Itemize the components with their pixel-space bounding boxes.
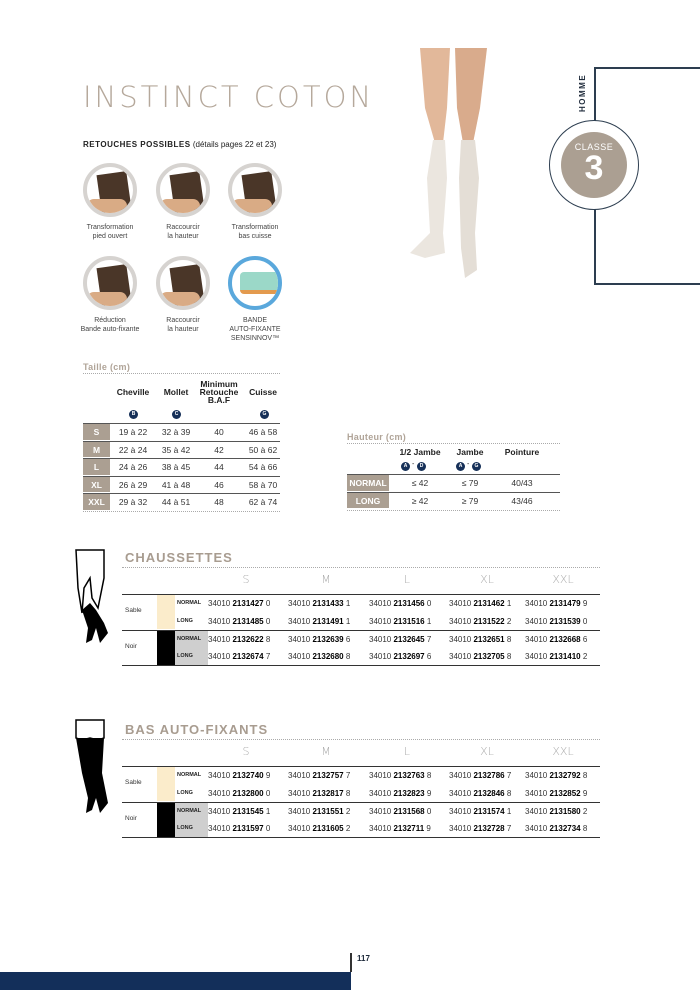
classe-number: 3: [584, 149, 604, 187]
measure-badge-g: G: [260, 410, 269, 419]
ean-check: 0: [424, 806, 432, 816]
size-header: L: [403, 573, 411, 586]
col-mollet: Mollet: [163, 387, 189, 397]
color-name: Noir: [125, 814, 137, 822]
ean-check: 0: [263, 599, 271, 608]
shorten-icon: [156, 256, 210, 310]
ean-product: 2131522: [473, 616, 505, 626]
height-cell: ≥ 42: [411, 495, 429, 506]
ean-code: [449, 820, 511, 838]
size-label: XXL: [83, 494, 110, 511]
size-table: [83, 362, 280, 374]
color-name: Sable: [125, 607, 142, 614]
size-row: [83, 493, 280, 511]
ean-code: [288, 595, 350, 613]
ean-code: [369, 785, 431, 803]
ean-product: 2132680: [312, 652, 344, 661]
height-table: [347, 432, 560, 444]
stockings-pictogram: [74, 718, 114, 818]
size-label: S: [83, 424, 110, 441]
ean-prefix: 34010: [208, 824, 233, 833]
retouche-item: [147, 163, 219, 241]
ean-code: [208, 613, 270, 631]
size-label: M: [83, 442, 110, 459]
ean-code: [288, 648, 350, 666]
ean-code: [288, 803, 350, 821]
ean-prefix: 34010: [449, 771, 474, 780]
ean-product: 2131574: [473, 806, 505, 816]
ean-product: 2132800: [232, 788, 264, 798]
ean-product: 2131605: [312, 824, 344, 833]
length-type: NORMAL: [175, 595, 208, 613]
retouche-label-2: la hauteur: [167, 326, 199, 333]
ean-product: 2131539: [549, 616, 581, 626]
measure-badge-g: G: [472, 462, 481, 471]
ean-check: 8: [580, 771, 588, 780]
ean-code: [288, 820, 350, 838]
ean-code: [288, 613, 350, 631]
band-reduction-icon: [83, 256, 137, 310]
size-cell: 41 à 48: [161, 479, 191, 490]
ean-code: [525, 803, 587, 821]
page-number: 117: [357, 954, 370, 963]
size-cell: 46 à 58: [248, 427, 278, 437]
ean-check: 9: [424, 824, 431, 833]
ean-product: 2132728: [473, 824, 505, 833]
retouche-label-1: Transformation: [86, 224, 134, 231]
ean-product: 2132711: [393, 824, 425, 833]
size-cell: 24 à 26: [118, 462, 148, 473]
ean-check: 8: [343, 788, 351, 798]
ean-prefix: 34010: [208, 788, 233, 798]
ean-product: 2132763: [393, 771, 425, 780]
ean-code: [208, 820, 270, 838]
height-row: [347, 474, 560, 492]
retouche-item: [219, 163, 291, 241]
ean-prefix: 34010: [288, 634, 313, 644]
ean-code: [449, 595, 511, 613]
ean-product: 2131456: [393, 599, 425, 608]
size-header: M: [321, 573, 331, 586]
ean-prefix: 34010: [449, 824, 474, 833]
ean-prefix: 34010: [208, 771, 233, 780]
self-fixing-band-icon: [228, 256, 282, 310]
ean-code: [208, 648, 270, 666]
ean-check: 1: [504, 599, 512, 608]
ean-prefix: 34010: [288, 616, 313, 626]
ean-check: 8: [263, 634, 271, 644]
ean-product: 2131433: [312, 599, 344, 608]
ean-code: [449, 648, 511, 666]
size-cell: 42: [214, 444, 224, 455]
measure-badge-c: C: [172, 410, 181, 419]
ean-prefix: 34010: [288, 652, 313, 661]
size-label: L: [83, 459, 110, 476]
ean-code: [449, 767, 511, 785]
ean-prefix: 34010: [449, 599, 474, 608]
ean-prefix: 34010: [449, 634, 474, 644]
ean-prefix: 34010: [208, 599, 233, 608]
ean-product: 2132734: [549, 824, 581, 833]
ean-code: [208, 767, 270, 785]
size-cell: 44 à 51: [161, 497, 191, 508]
retouche-label-2: la hauteur: [167, 233, 199, 240]
height-cell: 40/43: [511, 478, 533, 488]
ean-check: 9: [263, 771, 271, 780]
size-row: [83, 423, 280, 441]
thigh-stocking-icon: [228, 163, 282, 217]
length-type: NORMAL: [175, 631, 208, 649]
length-type: LONG: [175, 820, 208, 838]
size-row: [83, 476, 280, 494]
color-swatch: [157, 595, 175, 629]
col-min-retouche: Minimum Retouche B.A.F: [199, 379, 239, 405]
color-swatch: [157, 631, 175, 665]
height-label: LONG: [347, 493, 389, 510]
badge-separator: -: [467, 461, 470, 468]
size-cell: 54 à 66: [248, 462, 278, 473]
ean-product: 2131479: [549, 599, 581, 608]
ean-code: [369, 803, 431, 821]
size-row: [83, 441, 280, 459]
size-header: S: [242, 573, 250, 586]
height-cell: 43/46: [511, 495, 533, 506]
ean-check: 1: [343, 599, 351, 608]
size-cell: 29 à 32: [118, 497, 148, 508]
retouche-label-1: Réduction: [94, 317, 126, 324]
size-cell: 35 à 42: [161, 444, 191, 455]
height-cell: ≤ 79: [461, 478, 479, 488]
ean-check: 9: [424, 788, 432, 798]
size-label: XL: [83, 477, 110, 494]
measure-badge-b: B: [129, 410, 138, 419]
ean-code: [449, 613, 511, 631]
ean-product: 2132852: [549, 788, 581, 798]
ean-prefix: 34010: [369, 771, 394, 780]
ean-prefix: 34010: [288, 771, 313, 780]
product-photo-legs: [395, 48, 510, 288]
ean-prefix: 34010: [449, 806, 474, 816]
ean-check: 8: [580, 824, 588, 833]
ean-prefix: 34010: [369, 634, 394, 644]
retouches-label: [83, 140, 276, 149]
retouches-heading: RETOUCHES POSSIBLES: [83, 140, 191, 149]
ean-prefix: 34010: [208, 652, 233, 661]
ean-code: [449, 803, 511, 821]
ean-check: 9: [580, 599, 588, 608]
ean-product: 2132740: [232, 771, 264, 780]
size-cell: 19 à 22: [118, 427, 148, 437]
ean-product: 2131485: [232, 616, 264, 626]
height-table-title: Hauteur (cm): [347, 432, 407, 442]
ean-check: 2: [580, 652, 588, 661]
ean-product: 2132705: [473, 652, 505, 661]
ean-prefix: 34010: [449, 652, 474, 661]
ean-product: 2132786: [473, 771, 505, 780]
size-header: M: [321, 745, 331, 758]
col-cuisse: Cuisse: [249, 387, 277, 397]
ean-check: 7: [424, 634, 432, 644]
ean-check: 8: [424, 771, 432, 780]
retouche-label-1: Transformation: [231, 224, 279, 231]
ean-check: 0: [424, 599, 432, 608]
ean-prefix: 34010: [208, 806, 233, 816]
socks-pictogram: [74, 548, 114, 648]
ean-product: 2131462: [473, 599, 505, 608]
ean-product: 2131516: [393, 616, 425, 626]
size-cell: 46: [214, 479, 224, 490]
ean-check: 9: [580, 788, 588, 798]
ean-product: 2132823: [393, 788, 425, 798]
ean-check: 2: [504, 616, 512, 626]
color-name: Sable: [125, 779, 142, 786]
measure-badge-a: A: [456, 462, 465, 471]
ean-check: 0: [263, 616, 271, 626]
retouche-item: [147, 256, 219, 334]
ean-code: [369, 595, 431, 613]
ean-code: [208, 785, 270, 803]
ean-code: [369, 648, 431, 666]
ean-code: [208, 595, 270, 613]
ean-code: [525, 785, 587, 803]
ean-check: 8: [504, 652, 512, 661]
col-leg: Jambe: [456, 447, 484, 457]
size-header: XXL: [552, 745, 574, 758]
ean-code: [525, 767, 587, 785]
length-type: LONG: [175, 648, 208, 666]
retouches-note: (détails pages 22 et 23): [192, 140, 277, 149]
ean-prefix: 34010: [369, 652, 394, 661]
ean-product: 2132674: [232, 652, 264, 661]
ean-prefix: 34010: [369, 616, 394, 626]
badge-separator: -: [412, 461, 415, 468]
retouche-item: [219, 256, 291, 343]
retouche-label-1: BANDE: [242, 317, 268, 324]
category-label: HOMME: [578, 73, 587, 112]
retouche-label-2: pied ouvert: [92, 233, 128, 240]
ean-check: 1: [263, 806, 271, 816]
size-cell: 48: [214, 497, 224, 508]
ean-code: [449, 631, 511, 649]
color-swatch: [157, 767, 175, 801]
length-type: NORMAL: [175, 803, 208, 821]
retouche-item: [74, 256, 146, 334]
open-toe-icon: [83, 163, 137, 217]
product-title: INSTINCT COTON: [83, 80, 375, 114]
size-row: [83, 458, 280, 476]
ean-code: [449, 785, 511, 803]
ean-prefix: 34010: [288, 824, 313, 833]
col-pointure: Pointure: [504, 447, 540, 457]
ean-prefix: 34010: [525, 824, 550, 833]
ean-product: 2131580: [549, 806, 581, 816]
retouche-label-1: Raccourcir: [166, 317, 200, 324]
ean-code: [369, 767, 431, 785]
ean-code: [208, 631, 270, 649]
size-cell: 38 à 45: [161, 462, 191, 473]
ean-product: 2131597: [232, 824, 264, 833]
ean-product: 2132645: [393, 634, 425, 644]
ean-product: 2132651: [473, 634, 505, 644]
size-cell: 58 à 70: [248, 479, 278, 490]
size-header: L: [403, 745, 411, 758]
ean-prefix: 34010: [525, 771, 550, 780]
ean-check: 6: [580, 634, 588, 644]
shorten-icon: [156, 163, 210, 217]
ean-prefix: 34010: [288, 599, 313, 608]
ean-product: 2131545: [232, 806, 264, 816]
product-section-title: BAS AUTO-FIXANTS: [125, 722, 269, 737]
ean-code: [208, 803, 270, 821]
ean-check: 8: [343, 652, 351, 661]
retouche-label-2: Bande auto-fixante: [80, 326, 140, 333]
ean-check: 1: [343, 616, 351, 626]
ean-check: 8: [504, 788, 512, 798]
ean-code: [369, 820, 431, 838]
ean-check: 1: [424, 616, 432, 626]
ean-code: [288, 631, 350, 649]
size-cell: 62 à 74: [248, 497, 278, 508]
ean-check: 6: [343, 634, 351, 644]
height-row: [347, 492, 560, 510]
length-type: NORMAL: [175, 767, 208, 785]
ean-check: 6: [424, 652, 432, 661]
color-name: Noir: [125, 642, 137, 650]
ean-prefix: 34010: [208, 616, 233, 626]
ean-prefix: 34010: [208, 634, 233, 644]
ean-product: 2132622: [232, 634, 264, 644]
measure-badge-d: D: [417, 462, 426, 471]
size-cell: 22 à 24: [118, 444, 148, 455]
ean-prefix: 34010: [525, 616, 550, 626]
retouche-label-2: bas cuisse: [238, 233, 272, 240]
ean-check: 2: [343, 806, 351, 816]
ean-prefix: 34010: [525, 634, 550, 644]
ean-check: 0: [263, 824, 271, 833]
ean-code: [288, 785, 350, 803]
ean-product: 2132668: [549, 634, 581, 644]
measure-badge-a: A: [401, 462, 410, 471]
size-header: XXL: [552, 573, 574, 586]
ean-product: 2131491: [312, 616, 344, 626]
ean-check: 7: [343, 771, 351, 780]
size-cell: 32 à 39: [161, 427, 191, 437]
ean-check: 0: [263, 788, 271, 798]
ean-code: [525, 648, 587, 666]
ean-product: 2132697: [393, 652, 425, 661]
ean-code: [525, 613, 587, 631]
size-header: XL: [480, 573, 494, 586]
ean-product: 2131551: [312, 806, 344, 816]
height-cell: ≥ 79: [461, 495, 479, 506]
size-cell: 26 à 29: [118, 479, 148, 490]
ean-prefix: 34010: [525, 806, 550, 816]
length-type: LONG: [175, 785, 208, 803]
ean-prefix: 34010: [369, 788, 394, 798]
footer-bar: [0, 972, 351, 990]
ean-prefix: 34010: [288, 806, 313, 816]
ean-prefix: 34010: [449, 788, 474, 798]
ean-prefix: 34010: [525, 788, 550, 798]
ean-product: 2132792: [549, 771, 581, 780]
ean-check: 8: [504, 634, 512, 644]
ean-check: 7: [263, 652, 271, 661]
ean-prefix: 34010: [288, 788, 313, 798]
retouche-label-2: AUTO-FIXANTE SENSINNOV™: [229, 326, 281, 342]
ean-prefix: 34010: [369, 599, 394, 608]
height-cell: ≤ 42: [411, 478, 429, 488]
classe-badge: [549, 120, 639, 210]
ean-prefix: 34010: [369, 806, 394, 816]
footer-divider: [350, 953, 352, 972]
ean-product: 2132757: [312, 771, 344, 780]
ean-prefix: 34010: [369, 824, 394, 833]
ean-code: [288, 767, 350, 785]
col-half-leg: 1/2 Jambe: [399, 447, 441, 457]
col-cheville: Cheville: [116, 387, 150, 397]
ean-product: 2132817: [312, 788, 344, 798]
ean-product: 2132639: [312, 634, 344, 644]
ean-code: [525, 595, 587, 613]
ean-code: [369, 631, 431, 649]
ean-product: 2131568: [393, 806, 425, 816]
size-cell: 40: [214, 427, 224, 437]
size-cell: 44: [214, 462, 224, 473]
ean-product: 2131427: [232, 599, 264, 608]
ean-check: 1: [504, 806, 512, 816]
size-header: XL: [480, 745, 494, 758]
size-cell: 50 à 62: [248, 444, 278, 455]
classe-label: CLASSE: [574, 142, 614, 152]
ean-check: 2: [580, 806, 588, 816]
size-header: S: [242, 745, 250, 758]
ean-check: 7: [504, 771, 512, 780]
ean-product: 2131410: [549, 652, 581, 661]
ean-check: 7: [504, 824, 512, 833]
size-table-title: Taille (cm): [83, 362, 131, 372]
height-label: NORMAL: [347, 475, 389, 492]
ean-code: [525, 631, 587, 649]
ean-code: [525, 820, 587, 838]
ean-prefix: 34010: [525, 652, 550, 661]
ean-check: 0: [580, 616, 588, 626]
length-type: LONG: [175, 613, 208, 631]
ean-prefix: 34010: [525, 599, 550, 608]
product-section-title: CHAUSSETTES: [125, 550, 233, 565]
ean-code: [369, 613, 431, 631]
ean-check: 2: [343, 824, 351, 833]
color-swatch: [157, 803, 175, 837]
ean-prefix: 34010: [449, 616, 474, 626]
retouche-label-1: Raccourcir: [166, 224, 200, 231]
ean-product: 2132846: [473, 788, 505, 798]
retouche-item: [74, 163, 146, 241]
